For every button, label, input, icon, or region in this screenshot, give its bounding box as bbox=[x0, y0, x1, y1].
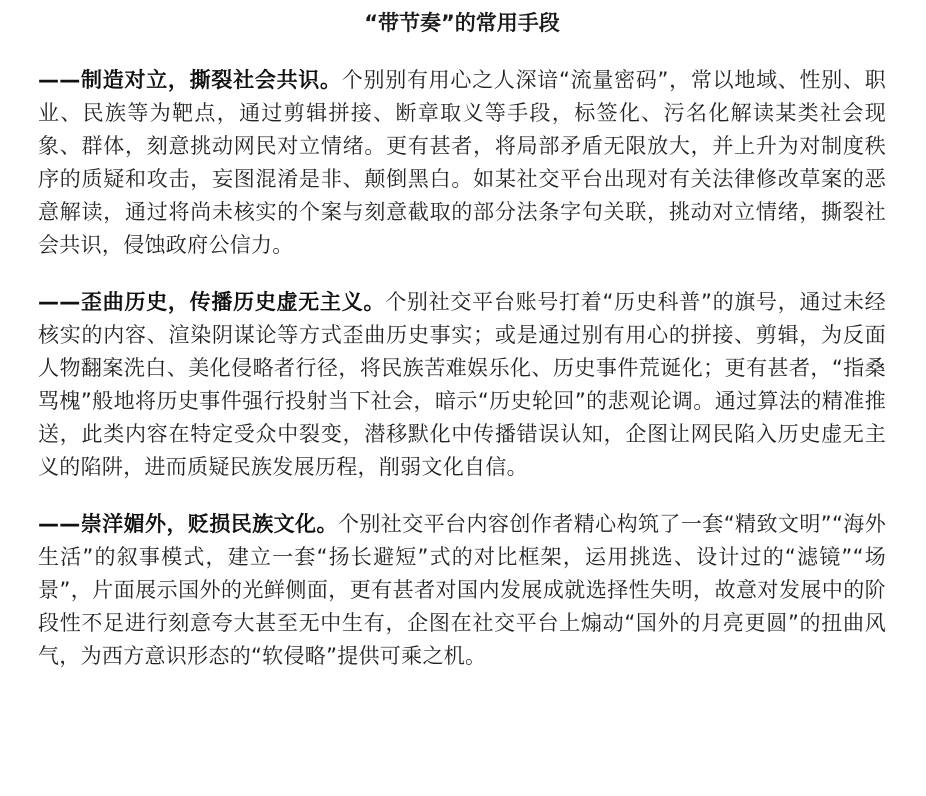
paragraph-3-lead: ——崇洋媚外，贬损民族文化。 bbox=[38, 512, 338, 536]
paragraph-3 bbox=[38, 508, 886, 673]
paragraph-1 bbox=[38, 64, 886, 262]
paragraph-1-lead: ——制造对立，撕裂社会共识。 bbox=[38, 68, 342, 92]
paragraph-3-text: 个别社交平台内容创作者精心构筑了一套“精致文明”“海外生活”的叙事模式，建立一套“扬长避短”式的对比框架，运用挑选、设计过的“滤镜”“场景”，片面展示国外的光鲜侧面，更有甚者对国内发展成就选择性失明，故意对发展中的阶段性不足进行刻意夸大甚至无中生有，企图在社交平台上煽动“国外的月亮更圆”的扭曲风气，为西方意识形态的“软侵略”提供可乘之机。 bbox=[38, 512, 886, 668]
paragraph-1-text: 个别别有用心之人深谙“流量密码”，常以地域、性别、职业、民族等为靶点，通过剪辑拼接、断章取义等手段，标签化、污名化解读某类社会现象、群体，刻意挑动网民对立情绪。更有甚者，将局部矛盾无限放大，并上升为对制度秩序的质疑和攻击，妄图混淆是非、颠倒黑白。如某社交平台出现对有关法律修改草案的恶意解读，通过将尚未核实的个案与刻意截取的部分法条字句关联，挑动对立情绪，撕裂社会共识，侵蚀政府公信力。 bbox=[38, 68, 887, 257]
paragraph-2-lead: ——歪曲历史，传播历史虚无主义。 bbox=[38, 290, 386, 314]
article-title: “带节奏”的常用手段 bbox=[364, 11, 560, 35]
paragraph-2-text: 个别社交平台账号打着“历史科普”的旗号，通过未经核实的内容、渲染阴谋论等方式歪曲历史事实；或是通过别有用心的拼接、剪辑，为反面人物翻案洗白、美化侵略者行径，将民族苦难娱乐化、历史事件荒诞化；更有甚者，“指桑骂槐”般地将历史事件强行投射当下社会，暗示“历史轮回”的悲观论调。通过算法的精准推送，此类内容在特定受众中裂变，潜移默化中传播错误认知，企图让网民陷入历史虚无主义的陷阱，进而质疑民族发展历程，削弱文化自信。 bbox=[38, 290, 886, 479]
paragraph-2 bbox=[38, 286, 886, 484]
